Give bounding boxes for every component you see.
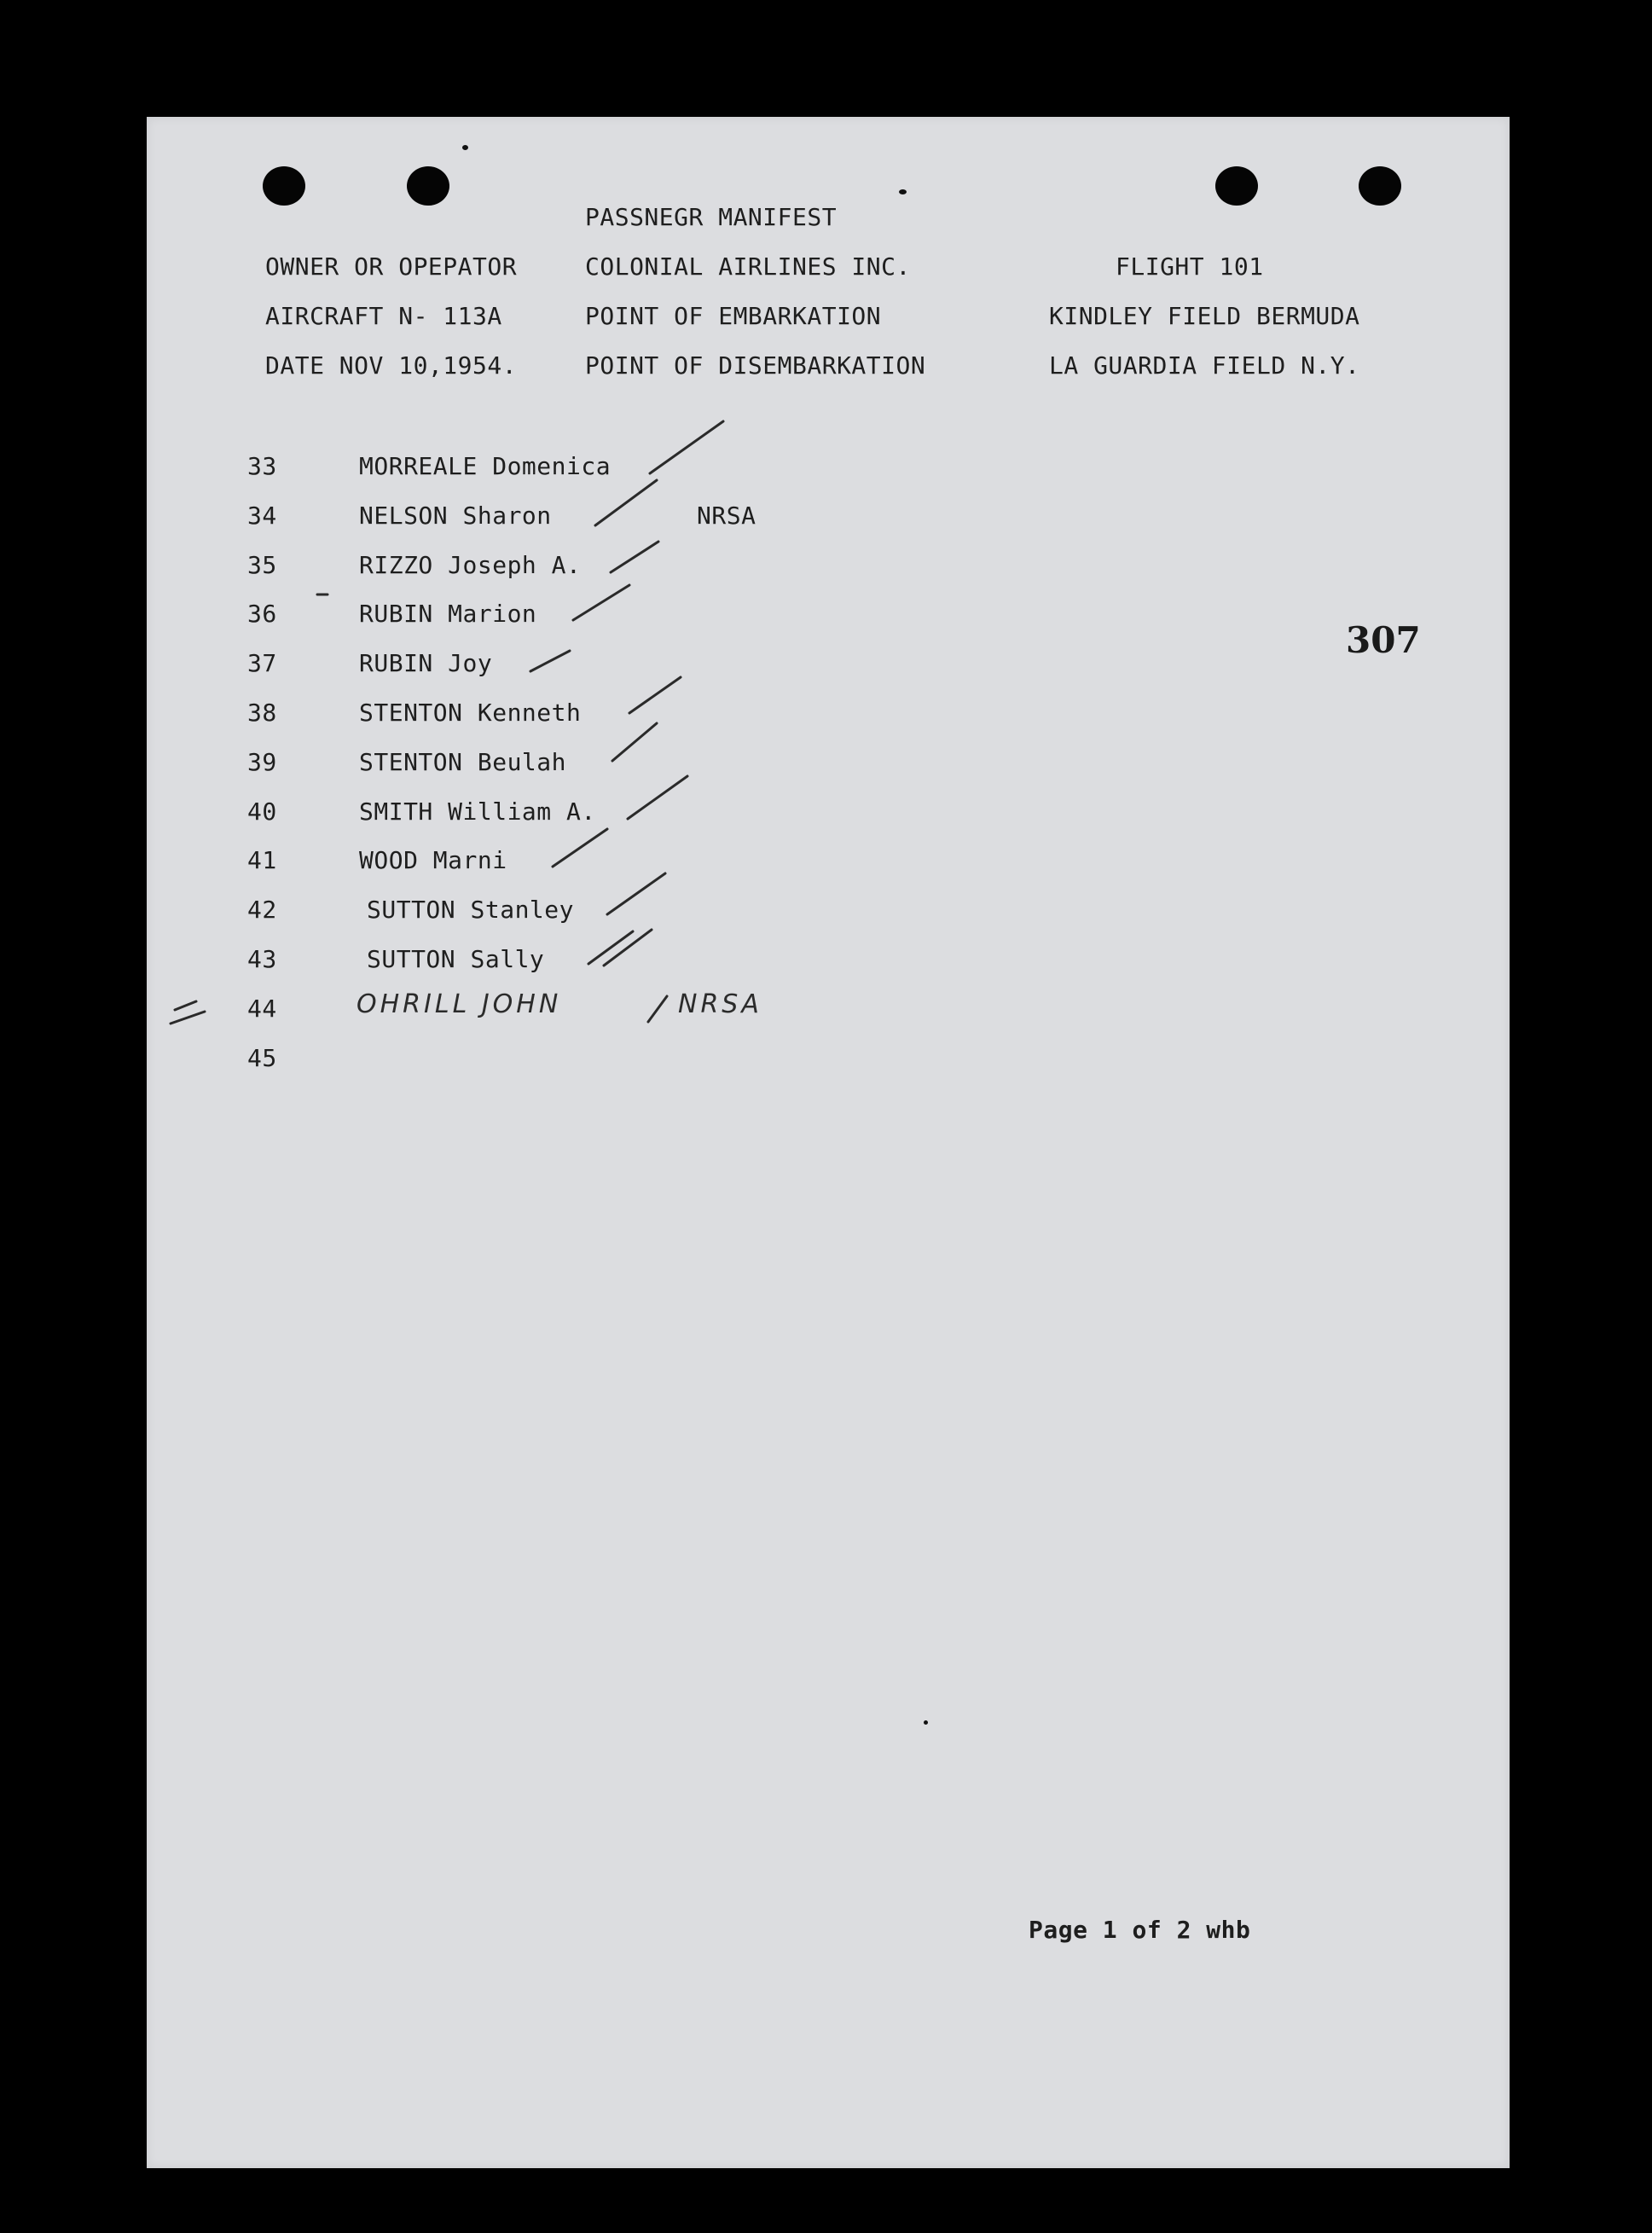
paper-speck bbox=[462, 145, 468, 150]
passenger-name: WOOD Marni bbox=[359, 846, 507, 874]
owner-label: OWNER OR OPEPATOR bbox=[265, 252, 518, 281]
punch-hole bbox=[263, 166, 305, 206]
passenger-name: MORREALE Domenica bbox=[359, 452, 612, 480]
passenger-note: NRSA bbox=[697, 502, 756, 530]
row-number: 38 bbox=[247, 699, 277, 727]
embark-value: KINDLEY FIELD BERMUDA bbox=[1049, 302, 1360, 330]
row-number: 34 bbox=[247, 502, 277, 530]
flight-number: FLIGHT 101 bbox=[1116, 252, 1264, 281]
row-number: 43 bbox=[247, 945, 277, 973]
disembark-label: POINT OF DISEMBARKATION bbox=[585, 351, 926, 380]
owner-value: COLONIAL AIRLINES INC. bbox=[585, 252, 911, 281]
passenger-name: SUTTON Sally bbox=[367, 945, 545, 973]
passenger-name: STENTON Kenneth bbox=[359, 699, 582, 727]
row-number: 36 bbox=[247, 600, 277, 628]
row-number: 44 bbox=[247, 995, 277, 1023]
row-number: 40 bbox=[247, 798, 277, 826]
embark-label: POINT OF EMBARKATION bbox=[585, 302, 882, 330]
stamped-page-number: 307 bbox=[1346, 619, 1421, 661]
row-number: 41 bbox=[247, 846, 277, 874]
passenger-name: RUBIN Joy bbox=[359, 649, 493, 677]
manifest-sheet bbox=[147, 117, 1510, 2168]
handwritten-note: NRSA bbox=[678, 989, 762, 1019]
row-number: 45 bbox=[247, 1044, 277, 1072]
disembark-value: LA GUARDIA FIELD N.Y. bbox=[1049, 351, 1360, 380]
paper-speck bbox=[899, 189, 907, 194]
punch-hole bbox=[407, 166, 449, 206]
row-number: 33 bbox=[247, 452, 277, 480]
paper-speck bbox=[924, 1720, 928, 1725]
row-number: 42 bbox=[247, 896, 277, 924]
row-number: 39 bbox=[247, 748, 277, 776]
row-number: 37 bbox=[247, 649, 277, 677]
row-number: 35 bbox=[247, 551, 277, 579]
passenger-name: RUBIN Marion bbox=[359, 600, 537, 628]
handwritten-passenger-name: OHRILL JOHN bbox=[356, 989, 562, 1019]
passenger-name: STENTON Beulah bbox=[359, 748, 567, 776]
aircraft-number: AIRCRAFT N- 113A bbox=[265, 302, 502, 330]
punch-hole bbox=[1359, 166, 1401, 206]
manifest-title: PASSNEGR MANIFEST bbox=[585, 203, 838, 231]
page-footer: Page 1 of 2 whb bbox=[1029, 1916, 1251, 1944]
punch-hole bbox=[1215, 166, 1258, 206]
passenger-name: SMITH William A. bbox=[359, 798, 596, 826]
passenger-name: RIZZO Joseph A. bbox=[359, 551, 582, 579]
passenger-name: SUTTON Stanley bbox=[367, 896, 575, 924]
flight-date: DATE NOV 10,1954. bbox=[265, 351, 518, 380]
passenger-name: NELSON Sharon bbox=[359, 502, 552, 530]
